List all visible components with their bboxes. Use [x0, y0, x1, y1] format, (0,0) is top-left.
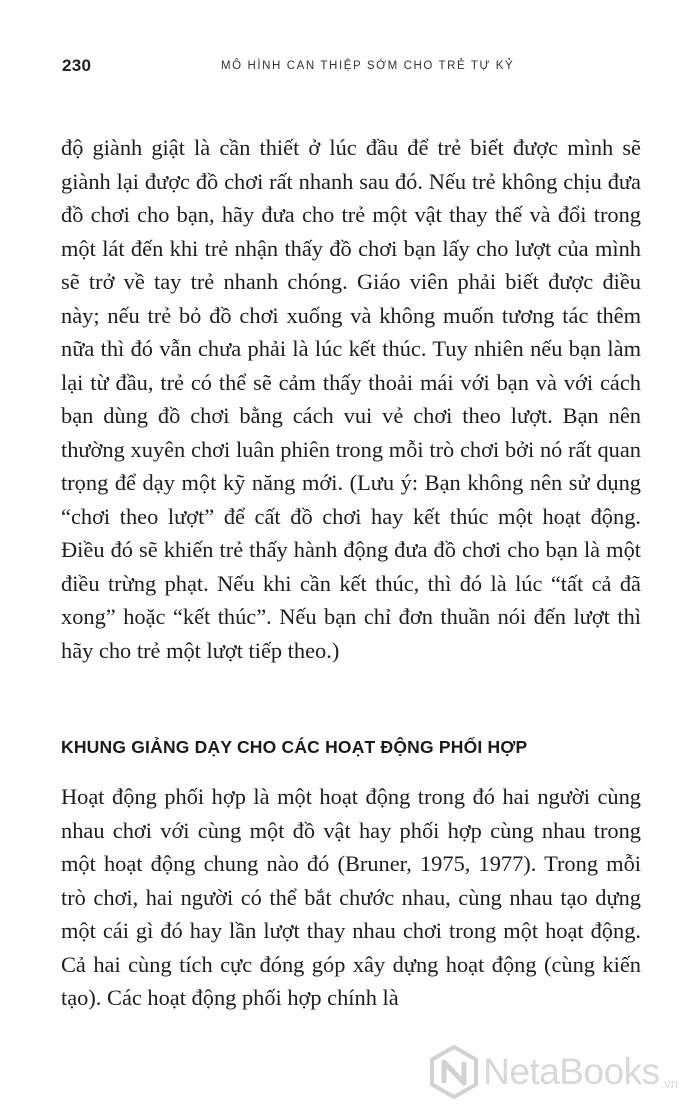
body-paragraph: Hoạt động phối hợp là một hoạt động trong đó hai người cùng nhau chơi với cùng một đồ vật hay phối hợp cùng nhau trong một hoạt động chung nào đó (Bruner, 1975, 1977). Trong mỗi trò chơi, hai người có thể bắt chước nhau, cùng nhau tạo dựng một cái gì đó hay lần lượt thay nhau chơi trong một hoạt động. Cả hai cùng tích cực đóng góp xây dựng hoạt động (cùng kiến tạo). Các hoạt động phối hợp chính là — [61, 784, 641, 1010]
section-heading: KHUNG GIẢNG DẠY CHO CÁC HOẠT ĐỘNG PHỐI HỢP — [61, 737, 528, 757]
netabooks-logo-icon — [429, 1045, 479, 1099]
page-number: 230 — [62, 56, 92, 75]
watermark — [429, 1045, 678, 1099]
running-header — [62, 54, 638, 78]
watermark-suffix: .vn — [660, 1076, 678, 1091]
watermark-brand: NetaBooks — [483, 1051, 660, 1092]
running-title: MÔ HÌNH CAN THIỆP SỚM CHO TRẺ TỰ KỶ — [220, 60, 515, 72]
body-paragraph: độ giành giật là cần thiết ở lúc đầu để trẻ biết được mình sẽ giành lại được đồ chơi rất nhanh sau đó. Nếu trẻ không chịu đưa đồ chơi cho bạn, hãy đưa cho trẻ một vật thay thế và đổi trong một lát đến khi trẻ nhận thấy đồ chơi bạn lấy cho lượt của mình sẽ trở về tay trẻ nhanh chóng. Giáo viên phải biết được điều này; nếu trẻ bỏ đồ chơi xuống và không muốn tương tác thêm nữa thì đó vẫn chưa phải là lúc kết thúc. Tuy nhiên nếu bạn làm lại từ đầu, trẻ có thể sẽ cảm thấy thoải mái với bạn và với cách bạn dùng đồ chơi bằng cách vui vẻ chơi theo lượt. Bạn nên thường xuyên chơi luân phiên trong mỗi trò chơi bởi nó rất quan trọng để dạy một kỹ năng mới. (Lưu ý: Bạn không nên sử dụng “chơi theo lượt” để cất đồ chơi hay kết thúc một hoạt động. Điều đó sẽ khiến trẻ thấy hành động đưa đồ chơi cho bạn là một điều trừng phạt. Nếu khi cần kết thúc, thì đó là lúc “tất cả đã xong” hoặc “kết thúc”. Nếu bạn chỉ đơn thuần nói đến lượt thì hãy cho trẻ một lượt tiếp theo.) — [61, 135, 641, 663]
